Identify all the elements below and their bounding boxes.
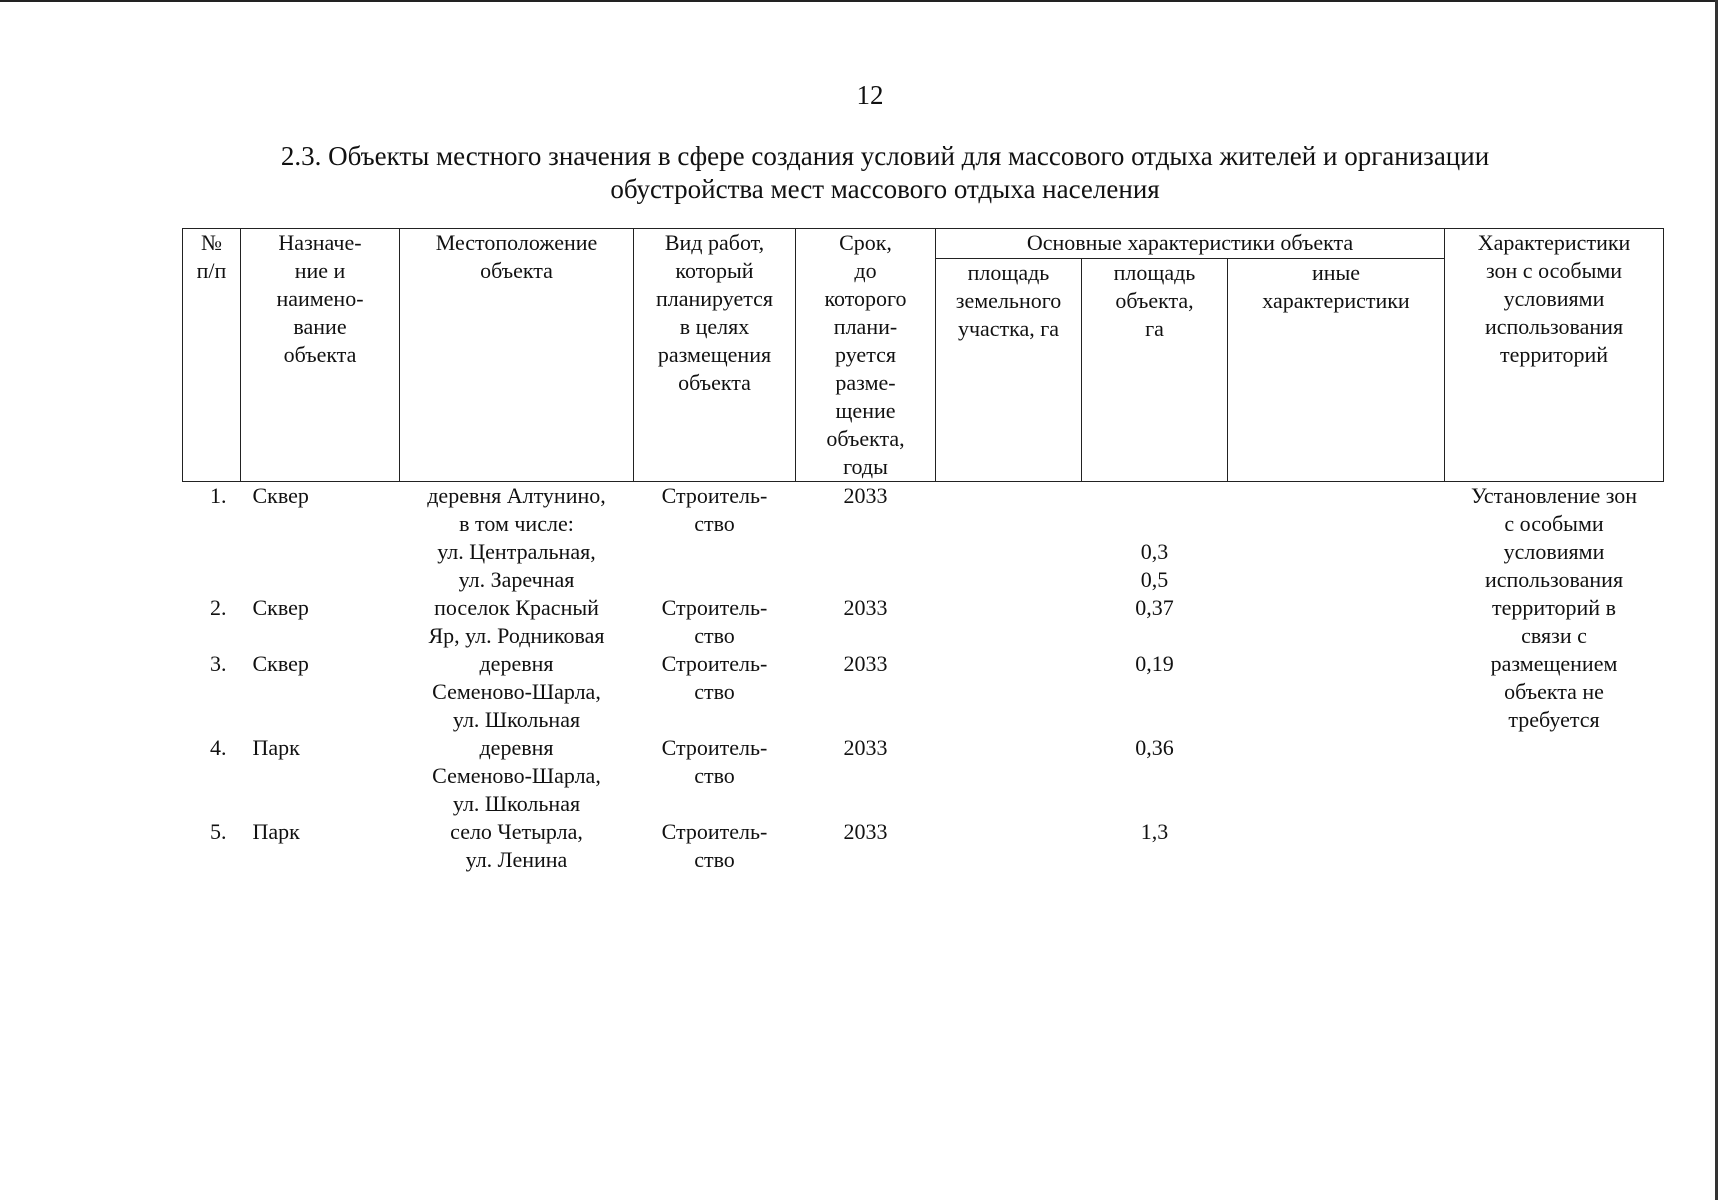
header-zones-text: [1447, 229, 1661, 369]
header-term-text: [798, 229, 933, 481]
cell-location-line: село Четырла,: [450, 819, 583, 844]
header-location-text: [402, 229, 631, 285]
cell-location-line: Семеново-Шарла,: [432, 679, 601, 704]
header-work-type-text-line: в целях: [679, 314, 750, 339]
cell-object-area: [1082, 734, 1228, 818]
cell-location: [400, 594, 634, 650]
header-location: [400, 229, 634, 482]
header-other-text-line: иные: [1311, 260, 1361, 285]
table-row: [183, 734, 1664, 818]
cell-work-type: [634, 734, 796, 818]
cell-name: Сквер: [252, 595, 309, 620]
header-term: [796, 229, 936, 482]
cell-location-line: ул. Центральная,: [437, 539, 596, 564]
cell-work-type-line: ство: [694, 763, 735, 788]
cell-location-line: поселок Красный: [434, 595, 599, 620]
cell-term: 2033: [843, 735, 888, 760]
header-name-text-line: вание: [293, 314, 347, 339]
header-term-text-line: разме-: [835, 370, 896, 395]
table-row: [183, 650, 1664, 734]
header-number-text: [185, 229, 238, 285]
header-term-text-line: которого: [824, 286, 907, 311]
table-row: [183, 594, 1664, 650]
cell-object-area-line: 0,3: [1140, 539, 1169, 564]
zones-note-line: территорий в: [1492, 595, 1616, 620]
cell-location-line: ул. Школьная: [452, 707, 581, 732]
cell-number: 4.: [210, 735, 227, 760]
cell-location-line: Семеново-Шарла,: [432, 763, 601, 788]
cell-name: Сквер: [252, 483, 309, 508]
cell-location: [400, 650, 634, 734]
header-location-text-line: объекта: [480, 258, 553, 283]
cell-work-type-line: ство: [694, 511, 735, 536]
header-other-text: [1230, 259, 1442, 315]
cell-number: 1.: [210, 483, 227, 508]
cell-location: [400, 734, 634, 818]
cell-term: 2033: [843, 483, 888, 508]
header-work-type-text-line: который: [675, 258, 754, 283]
cell-location: [400, 482, 634, 595]
cell-number: 5.: [210, 819, 227, 844]
page-number: 12: [856, 80, 884, 110]
cell-name: Сквер: [252, 651, 309, 676]
cell-work-type-line: Строитель-: [661, 735, 768, 760]
header-work-type-text-line: объекта: [678, 370, 751, 395]
header-other: [1228, 259, 1445, 482]
header-object-area: [1082, 259, 1228, 482]
header-name-text-line: Назначе-: [278, 230, 362, 255]
cell-land-area: [936, 734, 1082, 818]
cell-land-area: [936, 650, 1082, 734]
header-zones-text-line: условиями: [1503, 286, 1605, 311]
header-land-area: [936, 259, 1082, 482]
cell-object-area-line: 0,37: [1135, 595, 1174, 620]
cell-object-area: [1082, 650, 1228, 734]
header-term-text-line: плани-: [833, 314, 898, 339]
cell-work-type-line: ство: [694, 623, 735, 648]
cell-term: 2033: [843, 595, 888, 620]
cell-work-type-line: Строитель-: [661, 595, 768, 620]
cell-number: 2.: [210, 595, 227, 620]
header-work-type-text-line: планируется: [655, 286, 773, 311]
header-zones: [1445, 229, 1664, 482]
zones-note-line: условиями: [1503, 539, 1605, 564]
header-other-text-line: характеристики: [1262, 288, 1410, 313]
cell-work-type: [634, 650, 796, 734]
cell-number: 3.: [210, 651, 227, 676]
cell-location-line: ул. Школьная: [452, 791, 581, 816]
header-number-text-line: п/п: [196, 258, 227, 283]
header-land-area-text: [938, 259, 1079, 343]
header-name-text-line: объекта: [283, 342, 357, 367]
header-work-type-text-line: размещения: [657, 342, 772, 367]
header-location-text-line: Местоположение: [435, 230, 598, 255]
cell-work-type: [634, 594, 796, 650]
header-name-text-line: ние и: [294, 258, 346, 283]
cell-object-area-line: [1085, 510, 1225, 538]
cell-object-area: [1082, 482, 1228, 595]
header-term-text-line: объекта,: [826, 426, 905, 451]
cell-object-area-line: [1085, 482, 1225, 510]
zones-note-line: размещением: [1490, 651, 1618, 676]
cell-object-area-line: 0,36: [1135, 735, 1174, 760]
header-number: [183, 229, 241, 482]
cell-other: [1228, 818, 1445, 874]
zones-note-line: использования: [1484, 567, 1624, 592]
section-title: [150, 140, 1620, 206]
cell-land-area: [936, 818, 1082, 874]
header-object-area-text: [1084, 259, 1225, 343]
header-term-text-line: до: [854, 258, 877, 283]
cell-name: Парк: [252, 819, 300, 844]
header-name: [241, 229, 400, 482]
cell-object-area: [1082, 818, 1228, 874]
header-name-text: [243, 229, 397, 369]
cell-location-line: в том числе:: [459, 511, 574, 536]
cell-term: 2033: [843, 651, 888, 676]
cell-other: [1228, 482, 1445, 595]
table-row: [183, 818, 1664, 874]
zones-note-line: с особыми: [1504, 511, 1604, 536]
cell-location: [400, 818, 634, 874]
cell-land-area: [936, 482, 1082, 595]
cell-other: [1228, 594, 1445, 650]
cell-work-type-line: Строитель-: [661, 483, 768, 508]
cell-work-type-line: ство: [694, 679, 735, 704]
cell-work-type: [634, 482, 796, 595]
header-number-text-line: №: [201, 230, 222, 255]
header-term-text-line: годы: [843, 454, 888, 479]
objects-table: [182, 228, 1664, 874]
cell-name: Парк: [252, 735, 300, 760]
zones-note-line: связи с: [1521, 623, 1587, 648]
cell-term: 2033: [843, 819, 888, 844]
zones-note-line: Установление зон: [1470, 483, 1638, 508]
section-title-line-1: 2.3. Объекты местного значения в сфере создания условий для массового отдыха жителей и организации: [280, 141, 1490, 171]
header-main-characteristics: Основные характеристики объекта: [936, 229, 1445, 259]
cell-object-area: [1082, 594, 1228, 650]
scan-top-border: [0, 0, 1718, 2]
header-land-area-text-line: площадь: [967, 260, 1050, 285]
zones-note-line: требуется: [1508, 707, 1600, 732]
cell-object-area-line: 0,19: [1135, 651, 1174, 676]
header-term-text-line: руется: [835, 342, 896, 367]
cell-location-line: деревня Алтунино,: [427, 483, 606, 508]
header-zones-text-line: Характеристики: [1477, 230, 1631, 255]
cell-location-line: ул. Ленина: [465, 847, 568, 872]
header-land-area-text-line: земельного: [955, 288, 1062, 313]
cell-work-type-line: ство: [694, 847, 735, 872]
cell-work-type-line: Строитель-: [661, 819, 768, 844]
cell-land-area: [936, 594, 1082, 650]
header-name-text-line: наимено-: [276, 286, 364, 311]
header-object-area-text-line: объекта,: [1115, 288, 1194, 313]
cell-zones-note: [1445, 482, 1664, 875]
cell-work-type-line: Строитель-: [661, 651, 768, 676]
zones-note-line: объекта не: [1504, 679, 1604, 704]
cell-other: [1228, 734, 1445, 818]
cell-location-line: ул. Заречная: [458, 567, 575, 592]
header-zones-text-line: территорий: [1500, 342, 1609, 367]
header-zones-text-line: зон с особыми: [1485, 258, 1623, 283]
cell-location-line: Яр, ул. Родниковая: [428, 623, 605, 648]
cell-location-line: деревня: [479, 735, 554, 760]
table-body: [183, 482, 1664, 875]
header-work-type: [634, 229, 796, 482]
header-object-area-text-line: площадь: [1113, 260, 1196, 285]
header-zones-text-line: использования: [1484, 314, 1624, 339]
table-header: [183, 229, 1664, 482]
cell-work-type: [634, 818, 796, 874]
table-row: [183, 482, 1664, 595]
header-term-text-line: Срок,: [839, 230, 892, 255]
header-term-text-line: щение: [835, 398, 896, 423]
header-object-area-text-line: га: [1145, 316, 1164, 341]
cell-object-area-line: 0,5: [1140, 567, 1169, 592]
cell-other: [1228, 650, 1445, 734]
cell-location-line: деревня: [479, 651, 554, 676]
header-work-type-text-line: Вид работ,: [664, 230, 765, 255]
header-land-area-text-line: участка, га: [957, 316, 1060, 341]
section-title-line-2: обустройства мест массового отдыха населения: [610, 174, 1160, 204]
cell-object-area-line: 1,3: [1140, 819, 1169, 844]
header-work-type-text: [636, 229, 793, 397]
